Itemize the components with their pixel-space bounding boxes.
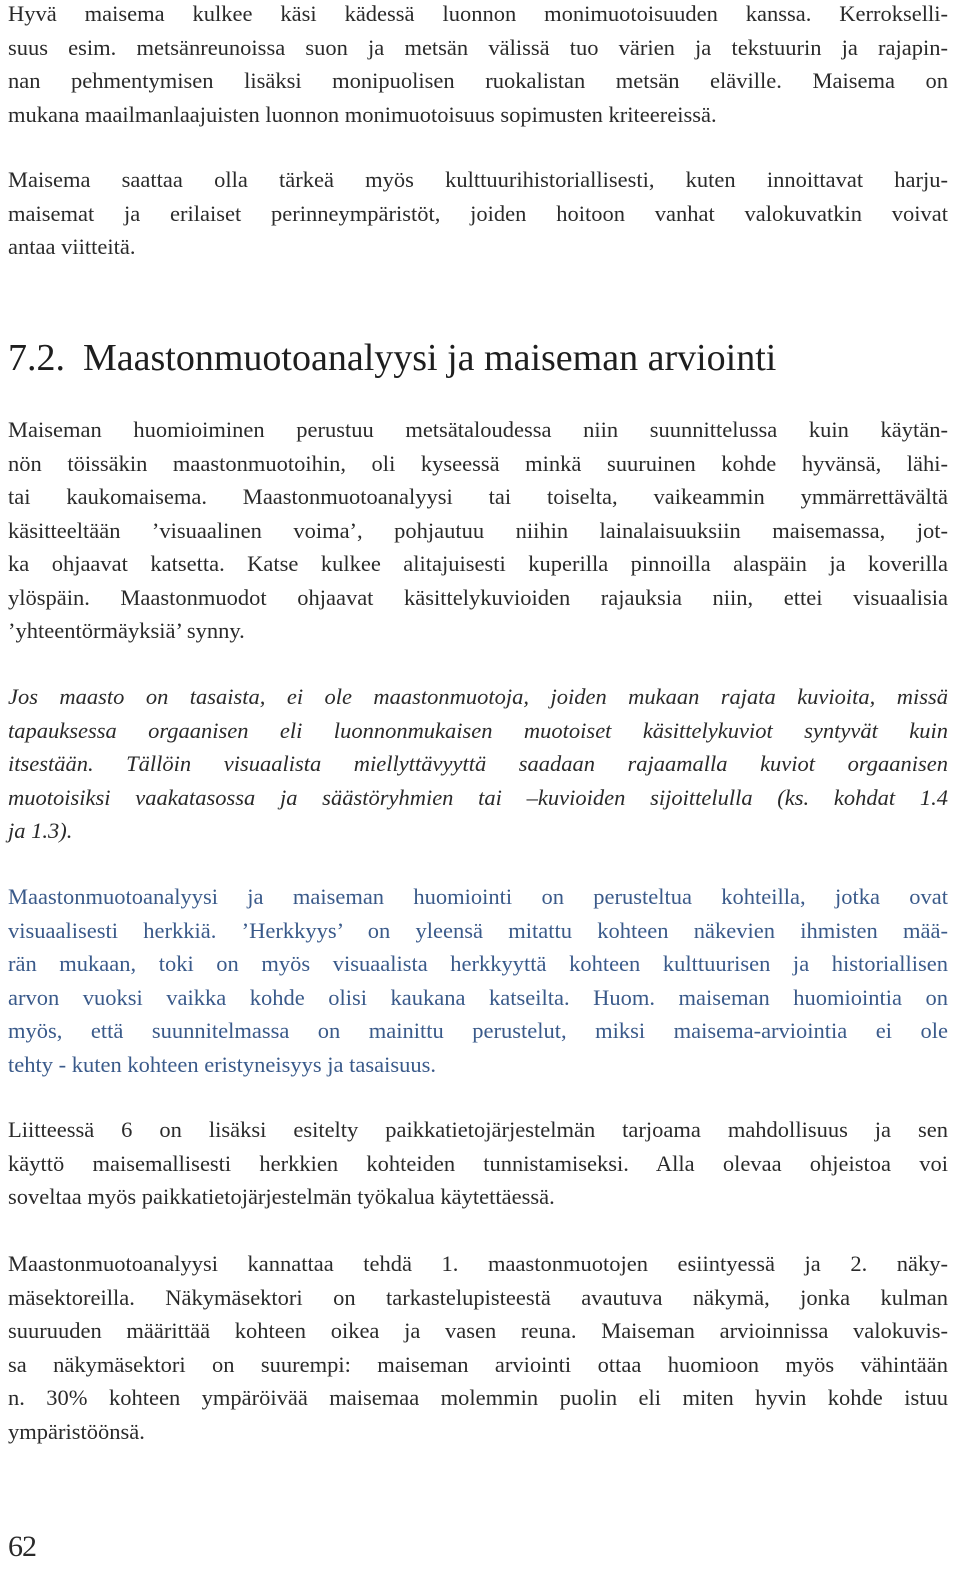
text-line: ympäristöönsä. [8, 1418, 145, 1444]
page-number: 62 [8, 1530, 36, 1563]
paragraph-gis-appendix [8, 1113, 948, 1214]
text-line: Maastonmuotoanalyysi ja maiseman huomiointi on perusteltua kohteilla, jotka ovat [8, 884, 948, 909]
paragraph-terrain-analysis [8, 413, 948, 648]
text-line: Liitteessä 6 on lisäksi esitelty paikkatietojärjestelmän tarjoama mahdollisuus ja sen [8, 1117, 948, 1142]
section-number: 7.2. [8, 337, 65, 379]
text-line: käsitteeltään ’visuaalinen voima’, pohjautuu niihin lainalaisuuksiin maisemassa, jot- [8, 517, 948, 543]
text-line: käyttö maisemallisesti herkkien kohteiden tunnistamiseksi. Alla olevaa ohjeistoa voi [8, 1150, 948, 1176]
text-line: myös, että suunnitelmassa on mainittu perustelut, miksi maisema-arviointia ei ole [8, 1018, 948, 1043]
text-line: maisemat ja erilaiset perinneympäristöt, joiden hoitoon vanhat valokuvatkin voivat [8, 200, 948, 226]
text-line: antaa viitteitä. [8, 234, 136, 259]
paragraph-view-sectors [8, 1247, 948, 1448]
text-line: Maisema saattaa olla tärkeä myös kulttuurihistoriallisesti, kuten innoittavat harju- [8, 167, 948, 192]
text-line: nön töissäkin maastonmuotoihin, oli kyseessä minkä suuruinen kohde hyvänsä, lähi- [8, 450, 948, 476]
paragraph-biodiversity [8, 0, 948, 131]
text-line: ja 1.3). [8, 818, 73, 843]
text-line: ’yhteentörmäyksiä’ synny. [8, 618, 245, 643]
section-heading [8, 336, 776, 380]
paragraph-flat-terrain [8, 680, 948, 848]
text-line: mäsektoreilla. Näkymäsektori on tarkastelupisteestä avautuva näkymä, jonka kulman [8, 1284, 948, 1310]
text-line: nan pehmentymisen lisäksi monipuolisen ruokalistan metsän eläville. Maisema on [8, 68, 948, 93]
text-line: Hyvä maisema kulkee käsi kädessä luonnon monimuotoisuuden kanssa. Kerrokselli- [8, 1, 948, 26]
text-line: muotoisiksi vaakatasossa ja säästöryhmien tai –kuvioiden sijoittelulla (ks. kohdat 1.4 [8, 784, 948, 810]
paragraph-visual-sensitivity [8, 880, 948, 1081]
text-line: ka ohjaavat katsetta. Katse kulkee alitajuisesti kuperilla pinnoilla alaspäin ja koverilla [8, 551, 948, 576]
text-line: suuruuden määrittää kohteen oikea ja vasen reuna. Maiseman arvioinnissa valokuvis- [8, 1318, 948, 1343]
text-line: Maastonmuotoanalyysi kannattaa tehdä 1. maastonmuotojen esiintyessä ja 2. näky- [8, 1251, 948, 1276]
text-line: suus esim. metsänreunoissa suon ja metsän välissä tuo värien ja tekstuurin ja rajapin- [8, 34, 948, 60]
text-line: rän mukaan, toki on myös visuaalista herkkyyttä kohteen kulttuurisen ja historiallisen [8, 951, 948, 976]
text-line: mukana maailmanlaajuisten luonnon monimuotoisuus sopimusten kriteereissä. [8, 101, 717, 127]
section-title: Maastonmuotoanalyysi ja maiseman arviointi [83, 337, 777, 379]
text-line: tai kaukomaisema. Maastonmuotoanalyysi tai toiselta, vaikeammin ymmärrettävältä [8, 484, 948, 509]
text-line: tehty - kuten kohteen eristyneisyys ja tasaisuus. [8, 1051, 437, 1077]
text-line: sa näkymäsektori on suurempi: maiseman arviointi ottaa huomioon myös vähintään [8, 1351, 948, 1377]
text-line: Jos maasto on tasaista, ei ole maastonmuotoja, joiden mukaan rajata kuvioita, missä [8, 684, 948, 709]
text-line: itsestään. Tällöin visuaalista miellyttävyyttä saadaan rajaamalla kuviot orgaanisen [8, 751, 948, 776]
text-line: n. 30% kohteen ympäröivää maisemaa molemmin puolin eli miten hyvin kohde istuu [8, 1385, 948, 1410]
text-line: tapauksessa orgaanisen eli luonnonmukaisen muotoiset käsittelykuviot syntyvät kuin [8, 717, 948, 743]
text-line: visuaalisesti herkkiä. ’Herkkyys’ on yleensä mitattu kohteen näkevien ihmisten mää- [8, 917, 948, 943]
paragraph-cultural-history [8, 163, 948, 264]
text-line: arvon vuoksi vaikka kohde olisi kaukana katseilta. Huom. maiseman huomiointia on [8, 984, 948, 1010]
text-line: ylöspäin. Maastonmuodot ohjaavat käsittelykuvioiden rajauksia niin, ettei visuaalisia [8, 584, 948, 610]
text-line: soveltaa myös paikkatietojärjestelmän työkalua käytettäessä. [8, 1184, 555, 1209]
text-line: Maiseman huomioiminen perustuu metsätaloudessa niin suunnittelussa kuin käytän- [8, 417, 948, 442]
